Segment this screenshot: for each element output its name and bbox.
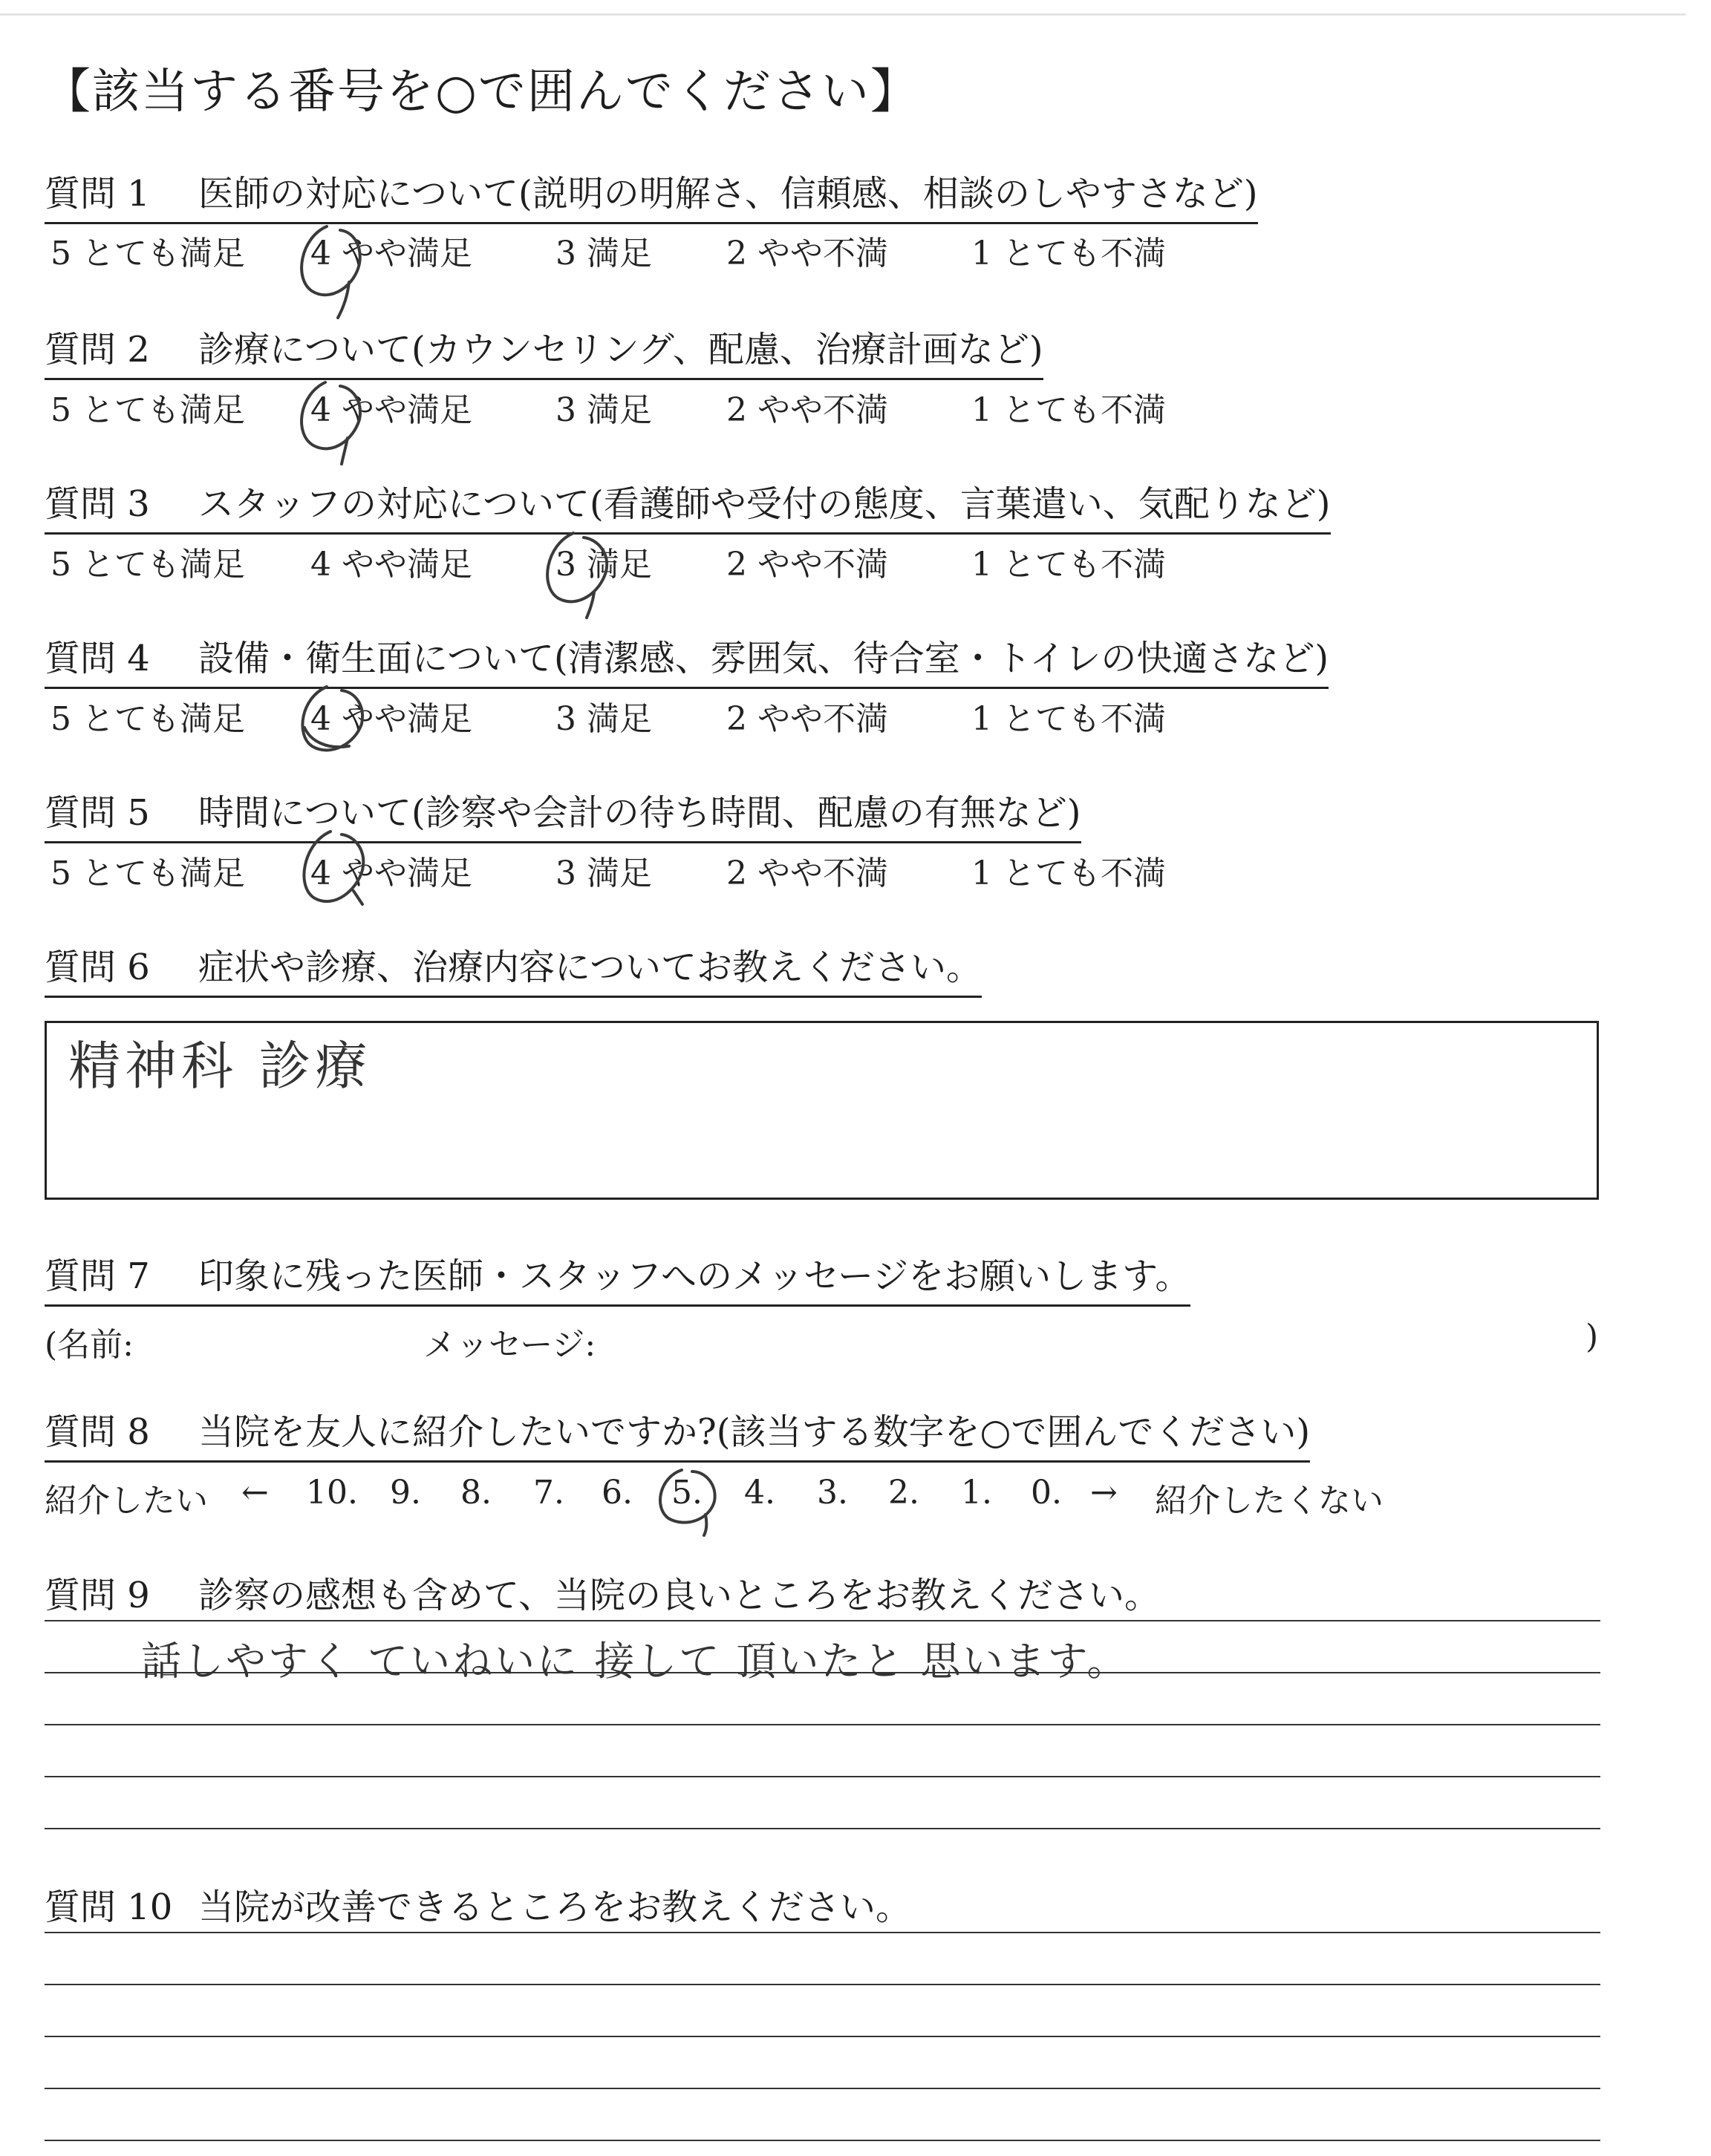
q10-line-4[interactable] xyxy=(45,2088,1600,2089)
scale-left-label: 紹介したい xyxy=(45,1482,208,1520)
scale-option-7[interactable]: 7. xyxy=(533,1474,564,1512)
q2-option-3[interactable]: 3 満足 xyxy=(555,391,652,429)
question-9-number: 質問 9 xyxy=(45,1575,150,1616)
q9-line-4[interactable] xyxy=(45,1776,1600,1777)
q3-option-2[interactable]: 2 やや不満 xyxy=(726,546,888,584)
q9-line-5[interactable] xyxy=(45,1828,1600,1829)
q4-option-4[interactable]: 4 やや満足 xyxy=(310,700,472,738)
question-1-heading xyxy=(45,165,1258,224)
q1-option-4[interactable]: 4 やや満足 xyxy=(310,235,472,272)
question-2-number: 質問 2 xyxy=(45,329,150,370)
question-3-number: 質問 3 xyxy=(45,483,150,525)
q4-option-1[interactable]: 1 とても不満 xyxy=(971,700,1166,738)
q10-line-2[interactable] xyxy=(45,1984,1600,1985)
q5-option-5[interactable]: 5 とても満足 xyxy=(50,855,245,892)
q1-option-5[interactable]: 5 とても満足 xyxy=(50,235,245,272)
q2-option-5[interactable]: 5 とても満足 xyxy=(50,391,245,429)
question-2-text: 診療について(カウンセリング、配慮、治療計画など) xyxy=(198,329,1043,370)
question-7-text: 印象に残った医師・スタッフへのメッセージをお願いします。 xyxy=(198,1255,1191,1297)
q10-line-3[interactable] xyxy=(45,2036,1600,2037)
question-5-heading xyxy=(45,784,1081,843)
question-7-heading xyxy=(45,1247,1190,1307)
q3-option-4[interactable]: 4 やや満足 xyxy=(310,546,472,584)
scale-option-9[interactable]: 9. xyxy=(390,1474,421,1512)
question-5-number: 質問 5 xyxy=(45,792,150,834)
q4-option-5[interactable]: 5 とても満足 xyxy=(50,700,245,738)
scale-option-10[interactable]: 10. xyxy=(306,1474,358,1512)
q10-line-1[interactable] xyxy=(45,1932,1600,1933)
question-8-heading xyxy=(45,1403,1310,1463)
question-10-text: 当院が改善できるところをお教えください。 xyxy=(198,1886,912,1928)
q5-option-2[interactable]: 2 やや不満 xyxy=(726,855,888,892)
scale-right-arrow: → xyxy=(1090,1474,1118,1512)
q10-line-5[interactable] xyxy=(45,2140,1600,2141)
question-6-handwritten-answer: 精神科 診療 xyxy=(68,1036,372,1097)
question-3-text: スタッフの対応について(看護師や受付の態度、言葉遣い、気配りなど) xyxy=(198,483,1331,525)
q1-option-1[interactable]: 1 とても不満 xyxy=(971,235,1166,272)
scale-left-arrow: ← xyxy=(241,1474,269,1512)
scale-option-0[interactable]: 0. xyxy=(1031,1474,1062,1512)
q9-line-1[interactable] xyxy=(45,1620,1600,1621)
question-6-number: 質問 6 xyxy=(45,947,150,988)
scale-option-8[interactable]: 8. xyxy=(460,1474,492,1512)
q4-option-2[interactable]: 2 やや不満 xyxy=(726,700,888,738)
question-9-heading xyxy=(45,1567,1160,1624)
question-1-number: 質問 1 xyxy=(45,173,150,215)
question-7-number: 質問 7 xyxy=(45,1255,150,1297)
question-5-text: 時間について(診察や会計の待ち時間、配慮の有無など) xyxy=(198,792,1081,834)
question-10-number: 質問 10 xyxy=(45,1886,173,1928)
q5-option-4[interactable]: 4 やや満足 xyxy=(310,855,472,892)
question-2-heading xyxy=(45,321,1043,380)
q4-option-3[interactable]: 3 満足 xyxy=(555,700,652,738)
question-4-number: 質問 4 xyxy=(45,638,150,679)
q2-option-2[interactable]: 2 やや不満 xyxy=(726,391,888,429)
scan-top-edge xyxy=(0,13,1686,16)
scale-option-4[interactable]: 4. xyxy=(744,1474,775,1512)
question-7-message-label: メッセージ: xyxy=(423,1326,596,1364)
q1-option-3[interactable]: 3 満足 xyxy=(555,235,652,272)
scale-option-5[interactable]: 5. xyxy=(671,1474,703,1512)
question-9-text: 診察の感想も含めて、当院の良いところをお教えください。 xyxy=(198,1575,1161,1616)
q5-option-1[interactable]: 1 とても不満 xyxy=(971,855,1166,892)
question-8-text: 当院を友人に紹介したいですか?(該当する数字を○で囲んでください) xyxy=(198,1411,1311,1453)
q3-option-1[interactable]: 1 とても不満 xyxy=(971,546,1166,584)
question-1-text: 医師の対応について(説明の明解さ、信頼感、相談のしやすさなど) xyxy=(198,173,1258,215)
q9-line-3[interactable] xyxy=(45,1724,1600,1725)
scale-option-3[interactable]: 3. xyxy=(817,1474,848,1512)
q2-option-4[interactable]: 4 やや満足 xyxy=(310,391,472,429)
scale-option-1[interactable]: 1. xyxy=(961,1474,992,1512)
question-4-heading xyxy=(45,630,1329,689)
question-6-heading xyxy=(45,938,982,998)
question-8-number: 質問 8 xyxy=(45,1411,150,1453)
question-9-handwritten-answer: 話しやすく ていねいに 接して 頂いたと 思います。 xyxy=(141,1638,1130,1685)
scale-right-label: 紹介したくない xyxy=(1155,1482,1384,1520)
question-4-text: 設備・衛生面について(清潔感、雰囲気、待合室・トイレの快適さなど) xyxy=(198,638,1329,679)
q5-option-3[interactable]: 3 満足 xyxy=(555,855,652,892)
q2-option-1[interactable]: 1 とても不満 xyxy=(971,391,1166,429)
question-3-heading xyxy=(45,475,1331,535)
question-7-name-label: (名前: xyxy=(45,1326,134,1364)
form-header: 【該当する番号を○で囲んでください】 xyxy=(43,65,919,120)
q3-option-5[interactable]: 5 とても満足 xyxy=(50,546,245,584)
scale-option-6[interactable]: 6. xyxy=(602,1474,633,1512)
question-10-heading xyxy=(45,1878,911,1936)
question-7-close-paren: ) xyxy=(1585,1318,1599,1356)
q3-option-3[interactable]: 3 満足 xyxy=(555,546,652,584)
q1-option-2[interactable]: 2 やや不満 xyxy=(726,235,888,272)
question-6-text: 症状や診療、治療内容についてお教えください。 xyxy=(198,947,982,988)
scale-option-2[interactable]: 2. xyxy=(888,1474,919,1512)
